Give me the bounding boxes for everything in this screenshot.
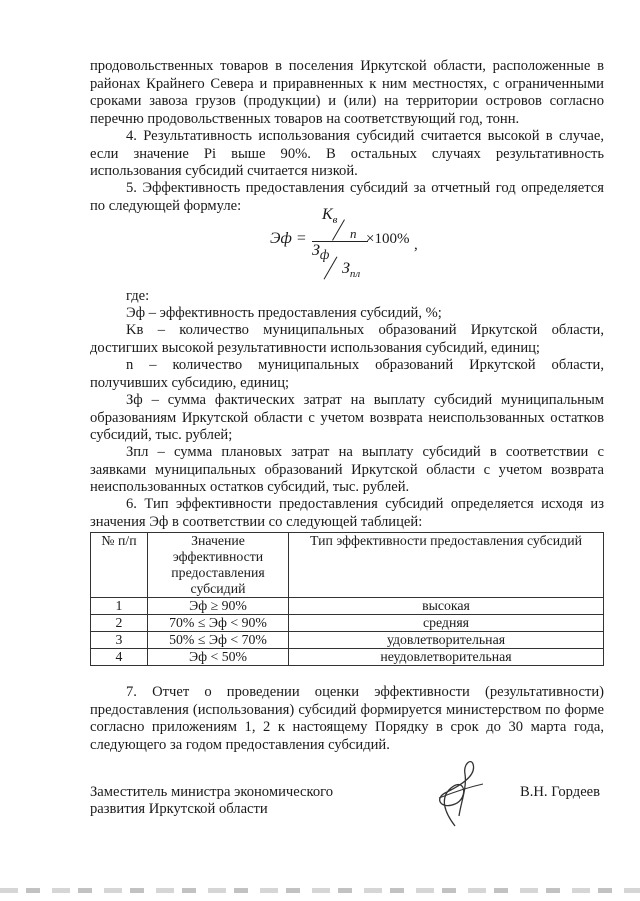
table-row xyxy=(91,632,604,649)
table-cell: 4 xyxy=(91,649,148,666)
paragraph-6: 6. Тип эффективности предоставления субсидий определяется исходя из значения Эф в соответствии со следующей таблицей: xyxy=(90,496,604,530)
table-cell: 3 xyxy=(91,632,148,649)
signatory-position-line1: Заместитель министра экономического xyxy=(90,784,334,800)
definition-zpl: Зпл – сумма плановых затрат на выплату субсидий в соответствии с заявками муниципальных образований Иркутской области с учетом возврата неиспользованных остатков субсидий, тыс. рублей. xyxy=(90,444,604,495)
table-cell: средняя xyxy=(289,615,604,632)
table-cell: удовлетворительная xyxy=(289,632,604,649)
table-cell: высокая xyxy=(289,598,604,615)
table-row xyxy=(91,615,604,632)
signatory-name: В.Н. Гордеев xyxy=(520,784,601,800)
paragraph-5: 5. Эффективность предоставления субсидий за отчетный год определяется по следующей формуле: xyxy=(90,180,604,214)
paragraph-7: 7. Отчет о проведении оценки эффективности (результативности) предоставления (использования) субсидий формируется министерством по форме согласно приложениям 1, 2 к настоящему Порядку в срок до 30 марта года, следующего за годом предоставления субсидий. xyxy=(90,684,604,753)
table-cell: Эф ≥ 90% xyxy=(148,598,289,615)
handwritten-signature xyxy=(425,758,495,828)
table-cell: неудовлетворительная xyxy=(289,649,604,666)
formula-denominator: $З_ф$ xyxy=(312,242,330,263)
paragraph-intro: продовольственных товаров в поселения Иркутской области, расположенные в районах Крайнего Севера и приравненных к ним местностях, с ограниченными сроками завоза грузов (продукции) и (или) на территории островов согласно перечню продовольственных товаров на соответствующий год, тонн. xyxy=(90,58,604,127)
formula-n: n xyxy=(350,226,357,241)
table-header-cell: Значение эффективности предоставления субсидий xyxy=(148,533,289,598)
table-cell: 2 xyxy=(91,615,148,632)
definition-zf: Зф – сумма фактических затрат на выплату субсидий муниципальным образованиям Иркутской области с учетом возврата неиспользованных остатков субсидий, тыс. рублей; xyxy=(90,392,604,443)
formula-lhs: Эф = xyxy=(270,230,307,247)
paragraph-4: 4. Результативность использования субсидий считается высокой в случае, если значение Pi выше 90%. В остальных случаях результативность использования субсидий считается низкой. xyxy=(90,128,604,179)
table-cell: 1 xyxy=(91,598,148,615)
formula-comma: , xyxy=(414,237,418,253)
table-row xyxy=(91,649,604,666)
formula-multiplier: ×100% xyxy=(366,231,410,247)
table-header-cell: № п/п xyxy=(91,533,148,598)
table-cell: Эф < 50% xyxy=(148,649,289,666)
efficiency-table xyxy=(90,532,604,666)
definition-ef: Эф – эффективность предоставления субсидий, %; xyxy=(126,305,442,321)
table-row xyxy=(91,598,604,615)
signatory-position-line2: развития Иркутской области xyxy=(90,801,268,817)
definition-kv: Kв – количество муниципальных образований Иркутской области, достигших высокой результативности использования субсидий, единиц; xyxy=(90,322,604,356)
formula-numerator: $K_в$ xyxy=(322,206,338,227)
scan-artifact-line xyxy=(0,888,640,893)
table-cell: 70% ≤ Эф < 90% xyxy=(148,615,289,632)
table-cell: 50% ≤ Эф < 70% xyxy=(148,632,289,649)
where-label: где: xyxy=(126,288,150,304)
formula-denominator-plan: $З_{пл}$ xyxy=(342,260,361,281)
table-header-row xyxy=(91,533,604,598)
definition-n: n – количество муниципальных образований Иркутской области, получивших субсидию, единиц; xyxy=(90,357,604,391)
efficiency-formula xyxy=(270,200,470,290)
table-header-cell: Тип эффективности предоставления субсидий xyxy=(289,533,604,598)
